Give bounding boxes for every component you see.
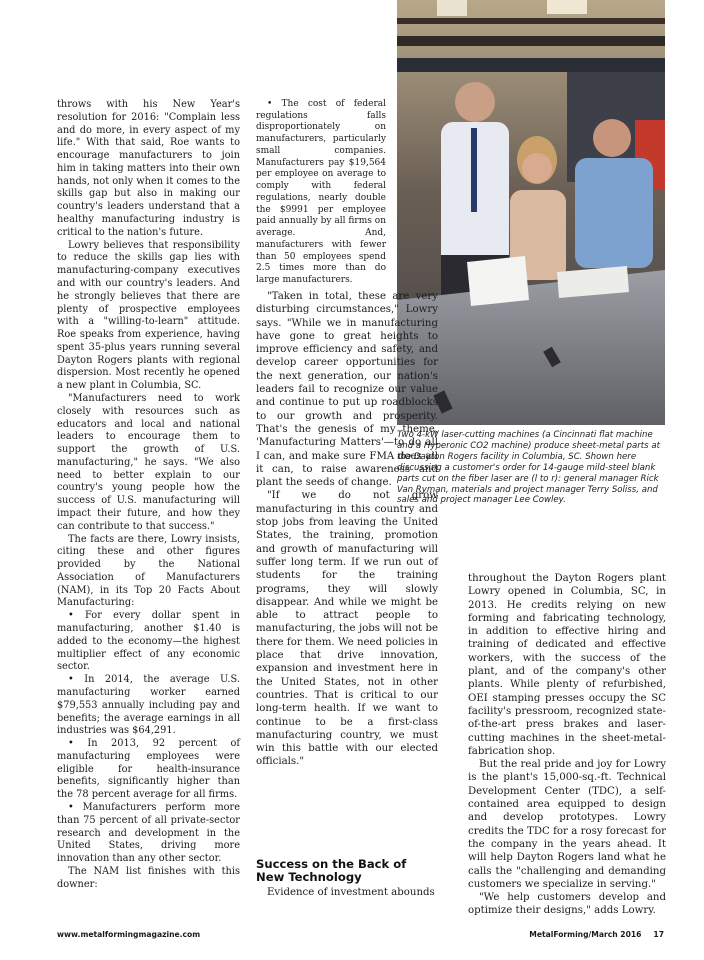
article-column-2 (256, 99, 386, 287)
section-heading: Success on the Back of New Technology (256, 857, 407, 884)
footer-issue-name: MetalForming/March 2016 (529, 930, 642, 939)
paragraph: The facts are there, Lowry insists, citing these and other figures provided by the National Association of Manufacturers (NAM), in its Top 20 Facts About Manufacturing: (57, 533, 240, 609)
footer-issue (529, 930, 664, 939)
paragraph: throughout the Dayton Rogers plant Lowry opened in Columbia, SC, in 2013. He credits relying on new forming and fabricating technology, in addition to effective hiring and training of dedicated and effective workers, with the success of the plant, and of the company's other plants. While plenty of refurbished, OEI stamping presses occupy the SC facility's pressroom, recognized state-of-the-art press brakes and laser-cutting machines in the sheet-metal-fabrication shop. (468, 573, 666, 757)
bullet-paragraph: • For every dollar spent in manufacturing, another $1.40 is added to the economy—the highest multiplier effect of any economic sector. (57, 610, 240, 673)
paragraph: "We help customers develop and optimize their designs," adds Lowry. (468, 892, 666, 917)
bullet-paragraph: • Manufacturers perform more than 75 percent of all private-sector research and development in the United States, driving more innovation than any other sector. (57, 801, 240, 865)
page-number: 17 (653, 930, 664, 939)
footer-website: www.metalformingmagazine.com (57, 930, 201, 939)
paragraph: "If we do not grow manufacturing in this country and stop jobs from leaving the United States, the training, promotion and growth of manufacturing will suffer long term. If we run out of students for the training programs, they will slowly disappear. And while we might be able to attract people to manufacturing, the jobs will not be there for them. We need policies in place that drive innovation, expansion and investment here in the United States, not in other countries. That is critical to our long-term health. If we want to continue to be a first-class manufacturing country, we must win this battle with our elected officials." (256, 490, 438, 768)
paragraph: Evidence of investment abounds (267, 887, 435, 898)
bullet-paragraph: • In 2013, 92 percent of manufacturing employees were eligible for health-insurance benefits, significantly higher than the 78 percent average for all firms. (57, 738, 240, 801)
paragraph: The NAM list finishes with this downer: (57, 865, 240, 890)
article-column-1 (57, 99, 240, 891)
article-column-2-heading-paragraph (256, 886, 438, 899)
paragraph: Lowry believes that responsibility to reduce the skills gap lies with manufacturing-company executives and with our country's leaders. And he strongly believes that there are plenty of prospective employees with a "willing-to-learn" attitude. Roe speaks from experience, having spent 35-plus years running several Dayton Rogers plants with regional dispersion. Most recently he opened a new plant in Columbia, SC. (57, 239, 240, 392)
paragraph: But the real pride and joy for Lowry is the plant's 15,000-sq.-ft. Technical Development Center (TDC), a self-contained area equipped to design and develop prototypes. Lowry credits the TDC for a rosy forecast for the company in the years ahead. It will help Dayton Rogers land what he calls the "challenging and demanding customers we specialize in serving." (468, 759, 666, 890)
paragraph: "Taken in total, these are very disturbing circumstances," Lowry says. "While we in manufacturing have gone to great heights to improve efficiency and safety, and develop career opportunities for the next generation, our nation's leaders fail to recognize our value and continue to put up roadblocks to our growth and prosperity. That's the genesis of my theme, 'Manufacturing Matters'—to do all I can, and make sure FMA does all it can, to raise awareness and plant the seeds of change. (256, 291, 438, 489)
photo-caption: Two 4-kW laser-cutting machines (a Cincinnati flat machine and a Hyperonic CO2 machine) produce sheet-metal parts at the Dayton Rogers facility in Columbia, SC. Shown here discussing a customer's order for 14-gauge mild-steel blank parts cut on the fiber laser are (l to r): general manager Rick Van Ryman, materials and project manager Terry Soliss, and sales and project manager Lee Cowley. (397, 430, 660, 506)
bullet-paragraph: • The cost of federal regulations falls disproportionately on manufacturers, particularly small companies. Manufacturers pay $19,564 per employee on average to comply with federal regulations, nearly double the $9991 per employee paid annually by all firms on average. And, manufacturers with fewer than 50 employees spend 2.5 times more than do large manufacturers. (256, 99, 386, 286)
article-column-3 (468, 572, 666, 918)
bullet-paragraph: • In 2014, the average U.S. manufacturing worker earned $79,553 annually including pay and benefits; the average earnings in all industries was $64,291. (57, 674, 240, 737)
paragraph: throws with his New Year's resolution for 2016: "Complain less and do more, in every aspect of my life." With that said, Roe wants to encourage manufacturers to join him in taking matters into their own hands, not only when it comes to the skills gap but also in making our country's leaders understand that a healthy manufacturing industry is critical to the nation's future. (57, 99, 240, 238)
paragraph: "Manufacturers need to work closely with resources such as educators and local and national leaders to encourage them to support the growth of U.S. manufacturing," he says. "We also need to better explain to our country's young people how the success of U.S. manufacturing will impact their future, and how they can contribute to that success." (57, 392, 240, 532)
article-column-2-continued (256, 290, 438, 769)
